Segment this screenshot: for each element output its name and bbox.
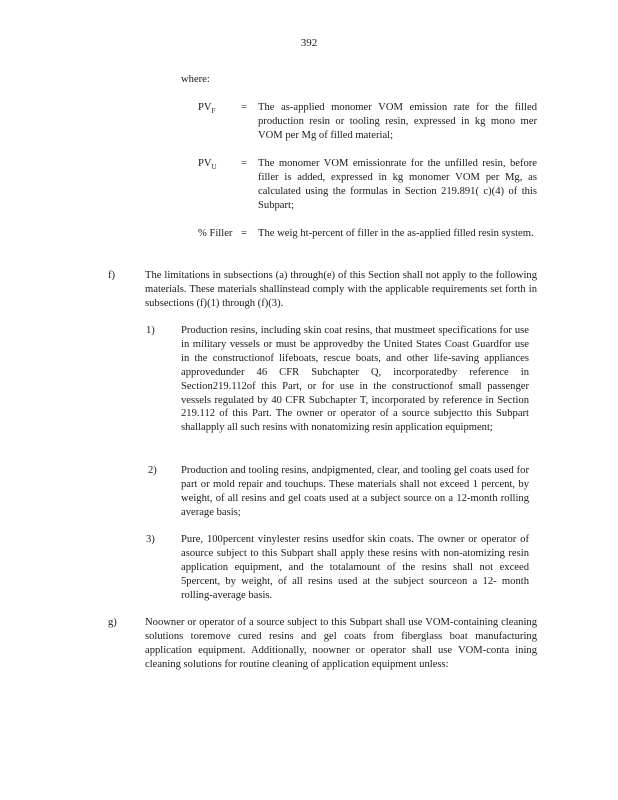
item-text: Production and tooling resins, andpigmented, clear, and tooling gel coats used for part or mold repair and touchups. These materials shall not exceed 1 percent, by weight, of all resins and gel coats used at a subject source on a 12-month rolling average basis; [181, 465, 529, 518]
definition-symbol-pvu: $PV_U$ [198, 158, 217, 172]
definition-text: The weig ht-percent of filler in the as-applied filled resin system. [258, 228, 534, 239]
section-g-text: Noowner or operator of a source subject to this Subpart shall use VOM-containing cleaning solutions toremove cured resins and gel coats from fiberglass boat manufacturing application equipment. Additionally, noowner or operator shall use VOM-conta ining cleaning solutions for routine cleaning of application equipment unless: [145, 617, 537, 670]
definition-equals: = [241, 158, 247, 169]
item-text: Production resins, including skin coat resins, that mustmeet specifications for use in military vessels or must be approvedby the United States Coast Guardfor use in the constructionof lifeboats, rescue boats, and other life-saving appliances approvedunder 46 CFR Subchapter Q, incorporatedby reference in Section219.112of this Part, or for use in the constructionof small passenger vessels regulated by 40 CFR Subchapter T, incorporated by reference in Section 219.112 of this Part. The owner or operator of a source subjectto this Subpart shallapply all such resins with nonatomizing resin application equipment; [181, 325, 529, 434]
item-text: Pure, 100percent vinylester resins usedfor skin coats. The owner or operator of asource subject to this Subpart shall apply these resins with non-atomizing resin application equipment, and the totalamount of the resins shall not exceed 5percent, by weight, of all resins used at the subject sourceon a 12- month rolling-average basis. [181, 534, 529, 601]
item-label: 2) [148, 465, 157, 476]
definition-equals: = [241, 102, 247, 113]
where-label: where: [181, 74, 210, 85]
definition-symbol-filler: % Filler [198, 228, 233, 239]
section-g-label: g) [108, 617, 117, 628]
definition-symbol-pvf: $PV_F$ [198, 102, 216, 116]
section-f-label: f) [108, 270, 116, 281]
definition-equals: = [241, 228, 247, 239]
definition-text: The monomer VOM emissionrate for the unfilled resin, before filler is added, expressed in kg monomer VOM per Mg, as calculated using the formulas in Section 219.891( c)(4) of this Subpart; [258, 158, 537, 211]
definition-text: The as-applied monomer VOM emission rate for the filled production resin or tooling resin, expressed in kg mono mer VOM per Mg of filled material; [258, 102, 537, 141]
item-label: 3) [146, 534, 155, 545]
section-f-text: The limitations in subsections (a) through(e) of this Section shall not apply to the following materials. These materials shallinstead comply with the applicable requirements set forth in subsections (f)(1) through (f)(3). [145, 270, 537, 309]
page-number: 392 [300, 37, 318, 49]
item-label: 1) [146, 325, 155, 336]
